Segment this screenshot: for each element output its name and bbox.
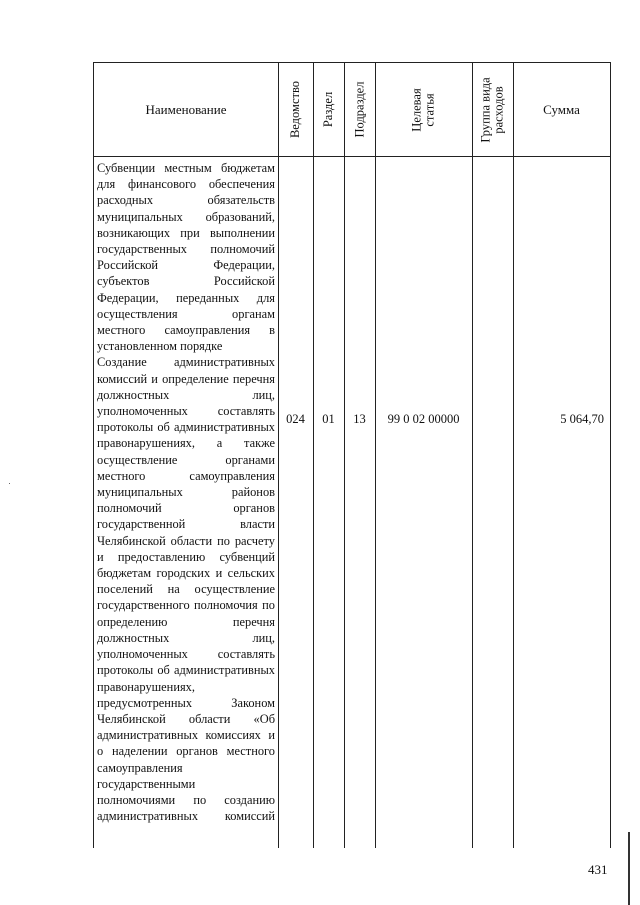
header-subsection-label: Подраздел (352, 81, 366, 138)
row-target-article: 99 0 02 00000 (387, 412, 460, 426)
header-sum (513, 63, 610, 156)
budget-table (93, 62, 611, 848)
scan-speck (9, 483, 10, 484)
header-subsection (344, 63, 375, 156)
header-target-article-label (411, 88, 437, 131)
header-department-label: Ведомство (288, 80, 302, 139)
page-number: 431 (588, 862, 608, 877)
header-target-article-line1: Целевая (409, 87, 424, 132)
row-name-part2: Создание административных комиссий и определение перечня должностных лиц, уполномоченных составлять протоколы об административных правонарушениях, а также осуществление органами местного самоуправления муниципальных районов полномочий органов государственной власти Челябинской области по расчету и предоставлению субвенций бюджетам городских и сельских поселений на осуществление государственного полномочия по определению перечня должностных лиц, уполномоченных составлять протоколы об административных правонарушениях, предусмотренных Законом Челябинской области «Об административных комиссиях и о наделении органов местного самоуправления государственными полномочиями по созданию административных комиссий (97, 355, 275, 824)
header-target-article (375, 63, 472, 156)
header-expense-group-line2: расходов (491, 85, 506, 134)
column-divider (375, 63, 376, 848)
header-name (94, 63, 278, 156)
header-name-label: Наименование (145, 101, 227, 117)
row-department: 024 (286, 412, 305, 426)
column-divider (513, 63, 514, 848)
row-sum: 5 064,70 (560, 412, 604, 426)
header-expense-group-line1: Группа вида (478, 76, 493, 143)
header-expense-group-label (480, 77, 506, 142)
row-subsection: 13 (353, 412, 366, 426)
header-expense-group (472, 63, 513, 156)
header-section (313, 63, 344, 156)
row-name-cell (94, 158, 278, 824)
header-section-label: Раздел (321, 91, 336, 128)
column-divider (278, 63, 279, 848)
column-divider (313, 63, 314, 848)
header-sum-label: Сумма (543, 101, 580, 117)
row-section: 01 (322, 412, 335, 426)
header-target-article-line2: статья (422, 92, 437, 127)
header-department (278, 63, 313, 156)
column-divider (344, 63, 345, 848)
scan-edge-mark (628, 832, 630, 905)
column-divider (472, 63, 473, 848)
row-name-part1: Субвенции местным бюджетам для финансового обеспечения расходных обязательств муниципальных образований, возникающих при выполнении государственных полномочий Российской Федерации, субъектов Российской Федерации, переданных для осуществления органам местного самоуправления в установленном порядке (97, 161, 275, 354)
